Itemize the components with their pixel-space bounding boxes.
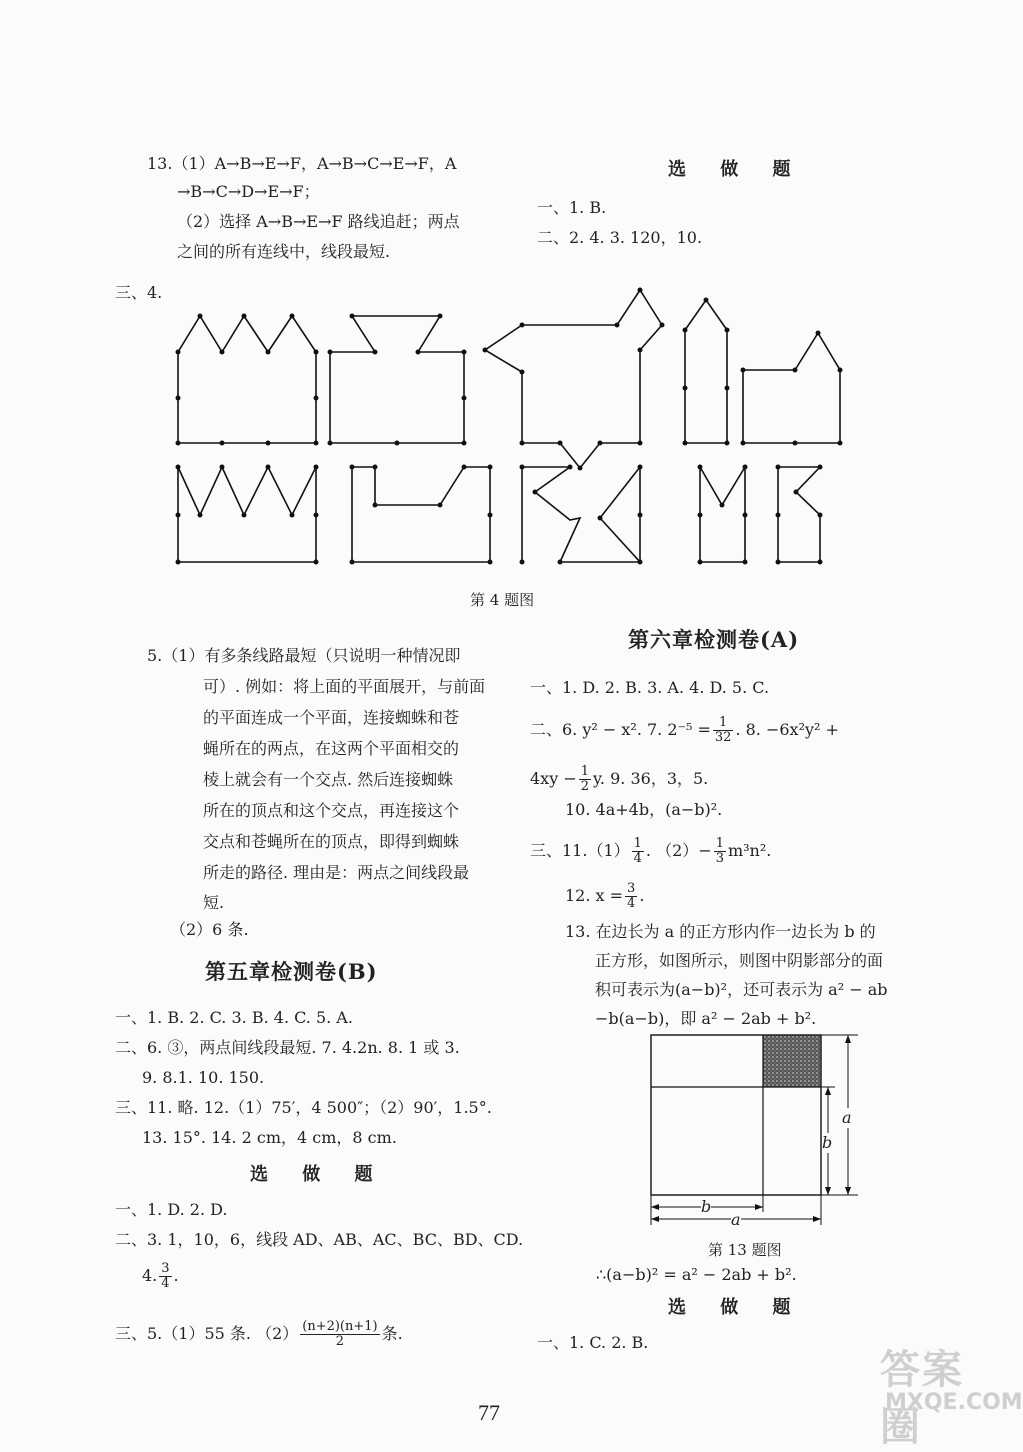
ch6a-line: [530, 837, 771, 866]
q4-label: 三、4.: [115, 283, 163, 302]
denominator: 4: [633, 851, 642, 866]
shape-arrow: [485, 290, 662, 468]
shaded-square: [763, 1035, 821, 1087]
denominator: 2: [335, 1334, 345, 1349]
section-heading-optional: 选 做 题: [668, 1297, 805, 1318]
q5-line: 所走的路径. 理由是：两点之间线段最: [203, 863, 470, 882]
q4-caption: 第 4 题图: [470, 591, 535, 609]
shape-notch-bottom: [352, 467, 490, 562]
label-b-horizontal: b: [701, 1197, 712, 1216]
denominator: 32: [714, 730, 732, 745]
text: y. 9. 36，3，5.: [593, 769, 709, 788]
ch5b-line: 一、1. B. 2. C. 3. B. 4. C. 5. A.: [115, 1008, 353, 1027]
numerator: (n+2)(n+1): [302, 1319, 378, 1334]
ch6a-line: [565, 882, 644, 911]
q5-line: 的平面连成一个平面，连接蜘蛛和苍: [203, 708, 460, 727]
ch5b-line: 13. 15°. 14. 2 cm，4 cm，8 cm.: [142, 1128, 397, 1147]
text: . 8. −6x²y² +: [735, 720, 839, 739]
q5-line: 交点和苍蝇所在的顶点，即得到蜘蛛: [203, 832, 460, 851]
text: 4.: [142, 1266, 158, 1285]
ch6a-q13-line: 13. 在边长为 a 的正方形内作一边长为 b 的: [565, 922, 876, 941]
text: 三、5.（1）55 条. （2）: [115, 1324, 299, 1343]
fraction: [632, 837, 644, 866]
shape-notch-top: [330, 316, 464, 443]
label-a-horizontal: a: [731, 1210, 741, 1229]
text: 4xy −: [530, 769, 577, 788]
ch5b-line: 9. 8.1. 10. 150.: [142, 1068, 265, 1087]
q13-line4: 之间的所有连线中，线段最短.: [177, 242, 391, 261]
ch6a-q13-line: 积可表示为(a−b)²，还可表示为 a² − ab: [595, 980, 888, 999]
q13-caption: 第 13 题图: [708, 1241, 782, 1259]
fraction: [300, 1320, 379, 1349]
q13-line3: （2）选择 A→B→E→F 路线追赶；两点: [177, 212, 460, 231]
shape-w-narrow: [700, 467, 745, 562]
watermark-url: MXQE.COM: [885, 1390, 1023, 1415]
watermark-logo: 答案圈: [880, 1347, 964, 1450]
ch5b-line: 二、6. ③，两点间线段最短. 7. 4.2n. 8. 1 或 3.: [115, 1038, 460, 1057]
text: 12. x =: [565, 886, 624, 905]
denominator: 4: [627, 896, 636, 911]
ch6a-line: 10. 4a+4b，(a−b)².: [565, 800, 723, 819]
q13-line1: 13.（1）A→B→E→F，A→B→C→E→F，A: [147, 154, 457, 173]
numerator: 3: [627, 881, 636, 896]
fraction: [713, 716, 734, 745]
numerator: 1: [715, 836, 724, 851]
shape-w-right: [778, 467, 820, 562]
q5-line: 5.（1）有多条线路最短（只说明一种情况即: [147, 646, 461, 665]
fraction: [625, 882, 637, 911]
q5-part2: （2）6 条.: [170, 920, 249, 939]
page-number: 77: [478, 1400, 500, 1425]
text: .: [173, 1266, 179, 1285]
shape-crown-top: [178, 316, 316, 443]
ch6a-q13-line: −b(a−b)，即 a² − 2ab + b².: [595, 1009, 817, 1028]
optional-answer-2: 二、2. 4. 3. 120，10.: [537, 228, 703, 247]
label-a-vertical: a: [842, 1108, 852, 1127]
numerator: 1: [633, 836, 642, 851]
q5-line: 可）. 例如：将上面的平面展开，与前面: [203, 677, 486, 696]
text: m³n².: [727, 841, 772, 860]
denominator: 3: [715, 851, 724, 866]
ch6a-optional-line: 一、1. C. 2. B.: [537, 1333, 649, 1352]
chapter6a-title: 第六章检测卷(A): [628, 627, 800, 652]
ch6a-q13-line: 正方形，如图所示，则图中阴影部分的面: [595, 951, 884, 970]
shape-bowtie: [522, 467, 640, 562]
q5-line: 短.: [203, 893, 225, 912]
ch6a-line: 一、1. D. 2. B. 3. A. 4. D. 5. C.: [530, 678, 770, 697]
numerator: 1: [580, 764, 590, 779]
section-heading-optional: 选 做 题: [668, 159, 805, 180]
denominator: 2: [580, 779, 590, 794]
label-b-vertical: b: [822, 1133, 833, 1152]
denominator: 4: [161, 1276, 170, 1291]
q5-line: 所在的顶点和这个交点，再连接这个: [203, 801, 460, 820]
fraction: [579, 765, 591, 794]
square-a: [651, 1035, 821, 1195]
q5-line: 蝇所在的两点，在这两个平面相交的: [203, 739, 460, 758]
q13-conclusion: ∴(a−b)² = a² − 2ab + b².: [596, 1265, 797, 1284]
q13-line2: →B→C→D→E→F；: [177, 182, 320, 201]
numerator: 3: [161, 1261, 170, 1276]
fraction: [714, 837, 726, 866]
q5-line: 棱上就会有一个交点. 然后连接蜘蛛: [203, 770, 454, 789]
shape-small-house: [743, 333, 840, 443]
numerator: 1: [713, 716, 734, 731]
ch5b-optional-line: [115, 1320, 403, 1349]
ch5b-line: 三、11. 略. 12.（1）75′，4 500″；（2）90′，1.5°.: [115, 1098, 492, 1117]
text: 条.: [381, 1324, 403, 1343]
section-heading-optional: 选 做 题: [250, 1164, 387, 1185]
q4-figure: [0, 0, 1000, 620]
shape-tall-house: [685, 300, 727, 443]
optional-answer-1: 一、1. B.: [537, 198, 607, 217]
ch5b-optional-line: 一、1. D. 2. D.: [115, 1200, 228, 1219]
ch6a-line: [530, 765, 708, 794]
ch6a-line: [530, 716, 839, 745]
text: 二、6. y² − x². 7. 2⁻⁵ =: [530, 720, 711, 739]
ch5b-optional-line: [142, 1262, 179, 1291]
ch5b-optional-line: 二、3. 1，10，6，线段 AD、AB、AC、BC、BD、CD.: [115, 1230, 524, 1249]
chapter5b-title: 第五章检测卷(B): [205, 959, 378, 984]
fraction: [159, 1262, 171, 1291]
text: .: [639, 886, 645, 905]
text: . （2）−: [645, 841, 712, 860]
text: 三、11.（1）: [530, 841, 630, 860]
